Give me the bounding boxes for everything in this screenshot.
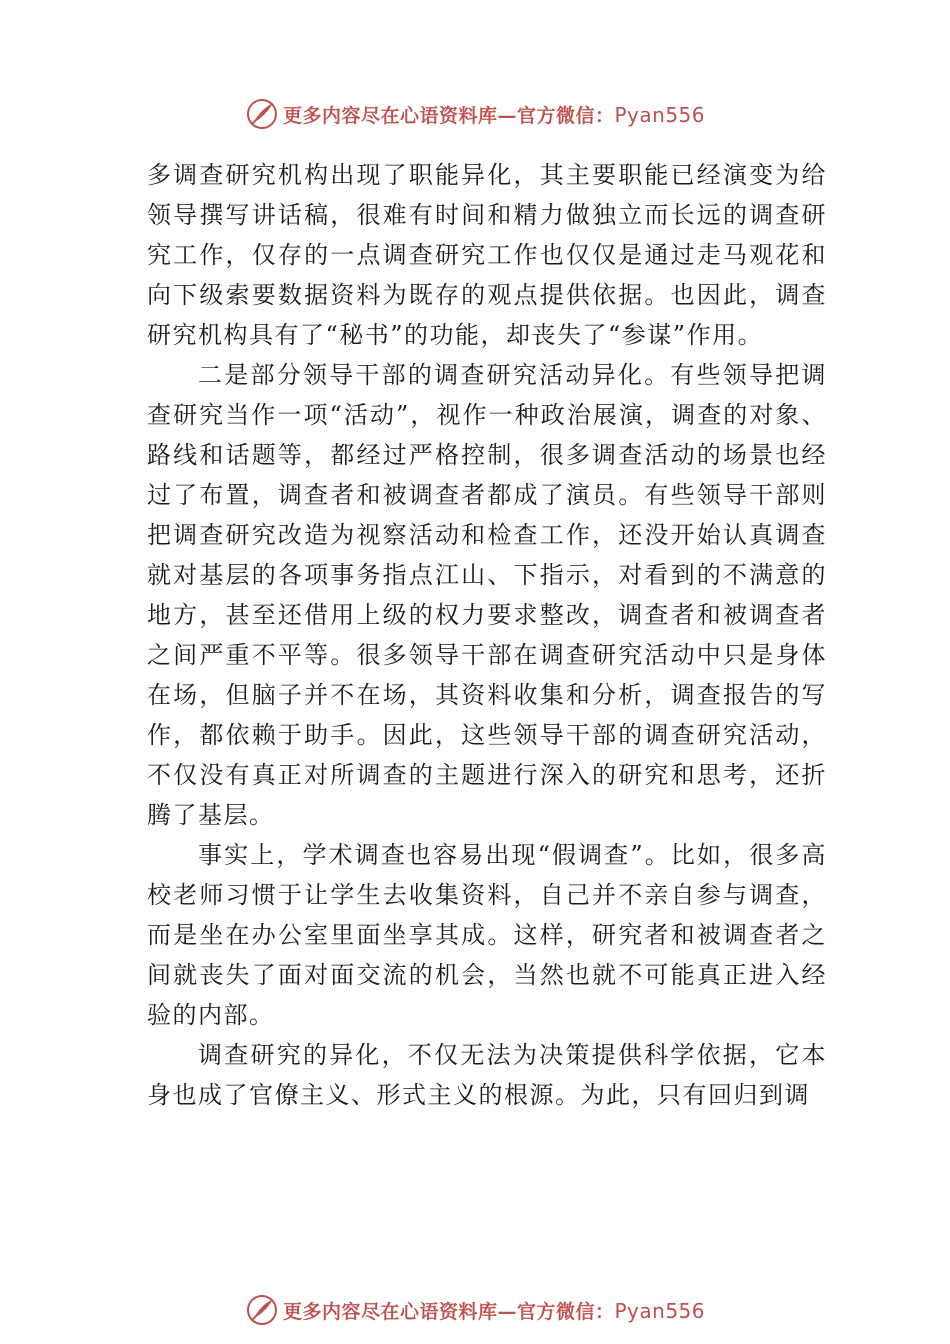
quill-logo-icon xyxy=(245,97,279,131)
paragraph-3: 事实上，学术调查也容易出现“假调查”。比如，很多高校老师习惯于让学生去收集资料，自己并不亲自参与调查， 而是坐在办公室里面坐享其成。这样，研究者和被调查者之间就丧失了面对面交流的机会，当然也就不可能真正进入经验的内部。 xyxy=(147,841,827,1029)
paragraph-1: 多调查研究机构出现了职能异化，其主要职能已经演变为给领导撰写讲话稿，很难有时间和精力做独立而长远的调查研究工作，仅存的一点调查研究工作也仅仅是通过走马观花和向下级索要数据资料为既存的观点提供依据。也因此，调查研究机构具有了“秘书”的功能，却丧失了“参谋”作用。 xyxy=(147,161,827,349)
header-banner-label: 更多内容尽在心语资料库—官方微信： xyxy=(282,104,615,127)
footer-banner-handle: Pyan556 xyxy=(614,1298,706,1323)
header-banner-text xyxy=(283,101,705,128)
header-banner xyxy=(0,94,950,134)
paragraph-4: 调查研究的异化，不仅无法为决策提供科学依据，它本身也成了官僚主义、形式主义的根源。为此，只有回归到调 xyxy=(147,1041,827,1109)
paragraph-2: 二是部分领导干部的调查研究活动异化。有些领导把调查研究当作一项“活动”，视作一种政治展演，调查的对象、路线和话题等，都经过严格控制，很多调查活动的场景也经过了布置，调查者和被调查者都成了演员。有些领导干部则把调查研究改造为视察活动和检查工作，还没开始认真调查就对基层的各项事务指点江山、下指示，对看到的不满意的地方，甚至还借用上级的权力要求整改，调查者和被调查者之间严重不平等。很多领导干部在调查研究活动中只是身体在场，但脑子并不在场，其资料收集和分析，调查报告的写作，都依赖于助手。因此，这些领导干部的调查研究活动， 不仅没有真正对所调查的主题进行深入的研究和思考，还折腾了基层。 xyxy=(147,361,827,829)
footer-banner-text xyxy=(283,1297,705,1324)
footer-banner-label: 更多内容尽在心语资料库—官方微信： xyxy=(282,1300,615,1323)
quill-logo-icon xyxy=(245,1293,279,1327)
header-banner-handle: Pyan556 xyxy=(614,102,706,127)
footer-banner xyxy=(0,1290,950,1330)
document-body xyxy=(147,155,827,1115)
